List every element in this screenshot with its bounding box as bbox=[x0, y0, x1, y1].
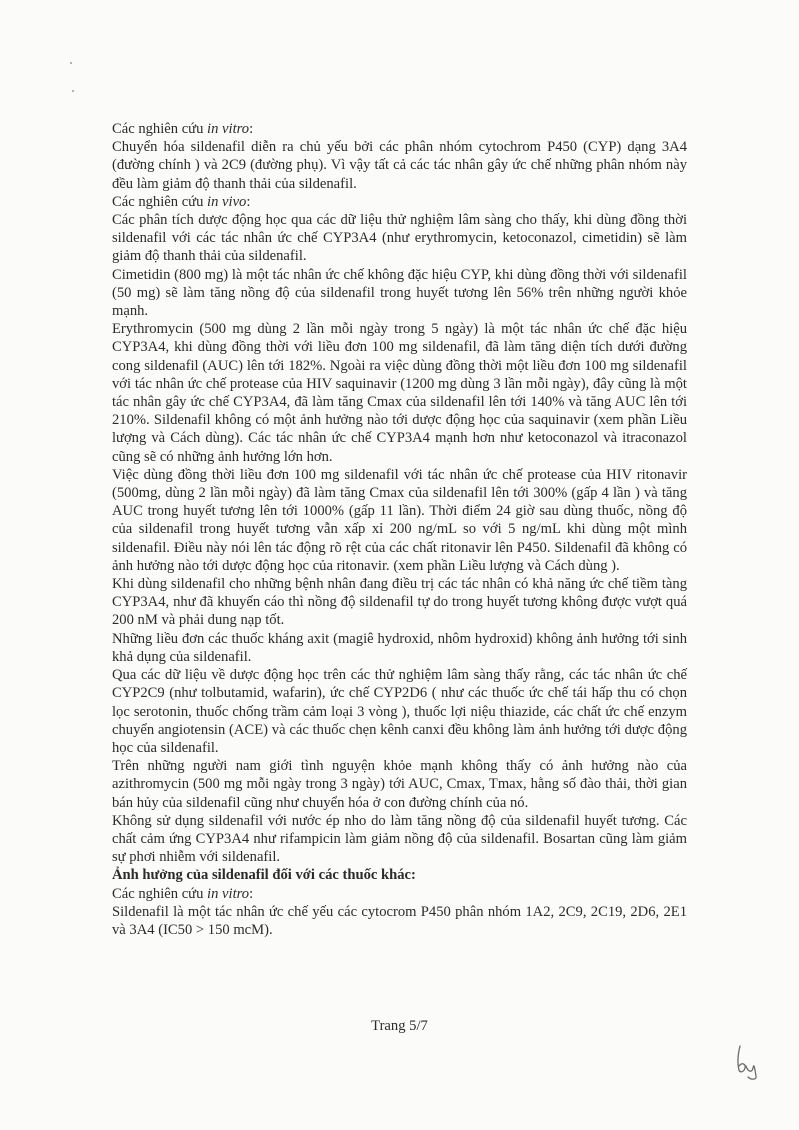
body-text bbox=[112, 120, 687, 939]
paragraph: Những liều đơn các thuốc kháng axit (magiê hydroxid, nhôm hydroxid) không ảnh hưởng tới sinh khả dụng của sildenafil. bbox=[112, 630, 687, 665]
paragraph: Chuyển hóa sildenafil diễn ra chủ yếu bởi các phân nhóm cytochrom P450 (CYP) dạng 3A4 (đường chính ) và 2C9 (đường phụ). Vì vậy tất cả các tác nhân gây ức chế những phân nhóm này đều làm giảm độ thanh thải của sildenafil. bbox=[112, 139, 687, 192]
paragraph: Qua các dữ liệu về dược động học trên các thử nghiệm lâm sàng thấy rằng, các tác nhân ức chế CYP2C9 (như tolbutamid, wafarin), ức chế CYP2D6 ( như các thuốc ức chế tái hấp thu có chọn lọc serotonin, thuốc chống trầm cảm loại 3 vòng ), thuốc lợi niệu thiazide, các chất ức chế enzym chuyển angiotensin (ACE) và các thuốc chẹn kênh canxi đều không làm ảnh hưởng tới dược động học của sildenafil. bbox=[112, 667, 687, 756]
paragraph: Trên những người nam giới tình nguyện khỏe mạnh không thấy có ảnh hưởng nào của azithromycin (500 mg mỗi ngày trong 3 ngày) tới AUC, Cmax, Tmax, hằng số đào thải, thời gian bán hủy của sildenafil cũng như chuyển hóa ở con đường chính của nó. bbox=[112, 758, 687, 811]
paragraph: Sildenafil là một tác nhân ức chế yếu các cytocrom P450 phân nhóm 1A2, 2C9, 2C19, 2D6, 2E1 và 3A4 (IC50 > 150 mcM). bbox=[112, 903, 687, 938]
paragraph: Không sử dụng sildenafil với nước ép nho do làm tăng nồng độ của sildenafil huyết tương. Các chất cảm ứng CYP3A4 như rifampicin làm giảm nồng độ của sildenafil. Bosartan cũng làm giảm sự phơi nhiễm với sildenafil. bbox=[112, 812, 687, 866]
paragraph: Cimetidin (800 mg) là một tác nhân ức chế không đặc hiệu CYP, khi dùng đồng thời với sildenafil (50 mg) sẽ làm tăng nồng độ của sildenafil trong huyết tương lên 56% trên những người khỏe mạnh. bbox=[112, 266, 687, 320]
paragraph: Khi dùng sildenafil cho những bệnh nhân đang điều trị các tác nhân có khả năng ức chế tiềm tàng CYP3A4, như đã khuyến cáo thì nồng độ sildenafil tự do trong huyết tương không được vượt quá 200 nM và phải dung nạp tốt. bbox=[112, 576, 687, 629]
subheading-in-vitro: Các nghiên cứu in vitro: bbox=[112, 885, 254, 902]
subheading-in-vitro: Các nghiên cứu in vitro: bbox=[112, 121, 254, 137]
paragraph: Các phân tích dược động học qua các dữ liệu thử nghiệm lâm sàng cho thấy, khi dùng đồng thời sildenafil với các tác nhân ức chế CYP3A4 (như erythromycin, ketoconazol, cimetidin) sẽ làm giảm độ thanh thải của sildenafil. bbox=[112, 212, 687, 265]
subheading-in-vivo: Các nghiên cứu in vivo: bbox=[112, 193, 251, 210]
paragraph: Việc dùng đồng thời liều đơn 100 mg sildenafil với tác nhân ức chế protease của HIV ritonavir (500mg, dùng 2 lần mỗi ngày) đã làm tăng Cmax của sildenafil lên tới 300% (gấp 4 lần ) và tăng AUC trong huyết tương lên tới 1000% (gấp 11 lần). Thời điểm 24 giờ sau dùng thuốc, nồng độ của sildenafil trong huyết tương vẫn xấp xỉ 200 ng/mL so với 5 ng/mL khi dùng một mình sildenafil. Điều này nói lên tác động rõ rệt của các chất ritonavir lên P450. Sildenafil đã không có ảnh hưởng nào tới dược động học của ritonavir. (xem phần Liều lượng và Cách dùng ). bbox=[112, 466, 687, 574]
section-heading: Ảnh hưởng của sildenafil đối với các thuốc khác: bbox=[112, 867, 416, 884]
scan-speck bbox=[72, 90, 74, 92]
paragraph: Erythromycin (500 mg dùng 2 lần mỗi ngày trong 5 ngày) là một tác nhân ức chế đặc hiệu CYP3A4, khi dùng đồng thời với liều đơn 100 mg sildenafil, đã làm tăng diện tích dưới đường cong sildenafil (AUC) lên tới 182%. Ngoài ra việc dùng đồng thời một liều đơn 100 mg sildenafil với tác nhân ức chế protease của HIV saquinavir (1200 mg dùng 3 lần mỗi ngày), đây cũng là một tác nhân gây ức chế CYP3A4, đã làm tăng Cmax của sildenafil lên tới 140% và tăng AUC lên tới 210%. Sildenafil không có một ảnh hưởng nào tới dược động học của saquinavir (xem phần Liều lượng và Cách dùng). Các tác nhân ức chế CYP3A4 mạnh hơn như ketoconazol và itraconazol cũng sẽ có những ảnh hưởng lớn hơn. bbox=[112, 321, 687, 465]
initials-signature-icon bbox=[728, 1042, 764, 1082]
scan-speck bbox=[70, 62, 72, 64]
page-number: Trang 5/7 bbox=[371, 1018, 428, 1034]
